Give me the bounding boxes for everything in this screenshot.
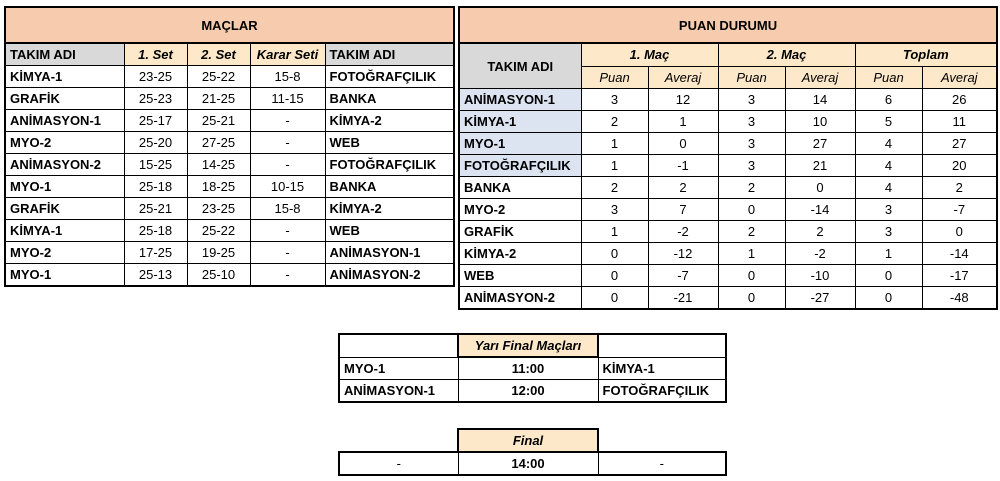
standings-row <box>459 133 997 155</box>
match1-average: -12 <box>648 243 718 265</box>
match-team-b: WEB <box>325 220 454 242</box>
match-row <box>5 110 454 132</box>
subheader-points: Puan <box>581 66 648 89</box>
total-average: 26 <box>922 89 997 111</box>
total-average: 2 <box>922 177 997 199</box>
match-team-a: ANİMASYON-1 <box>5 110 124 132</box>
total-points: 4 <box>855 133 922 155</box>
total-average: -14 <box>922 243 997 265</box>
total-points: 4 <box>855 177 922 199</box>
match1-points: 0 <box>581 287 648 310</box>
match-set-1: 25-17 <box>124 110 187 132</box>
match-team-a: MYO-1 <box>5 264 124 287</box>
match-row <box>5 220 454 242</box>
standings-row <box>459 155 997 177</box>
match-set-2: 25-22 <box>187 66 250 88</box>
match-tiebreak: 11-15 <box>250 88 325 110</box>
semi-time: 11:00 <box>458 357 598 380</box>
group-header-match-1: 1. Maç <box>581 43 718 66</box>
col-header-set-2: 2. Set <box>187 43 250 66</box>
match-set-2: 25-10 <box>187 264 250 287</box>
match2-points: 0 <box>718 287 785 310</box>
match-row <box>5 154 454 176</box>
match-row <box>5 66 454 88</box>
match-team-b: ANİMASYON-2 <box>325 264 454 287</box>
standings-row <box>459 265 997 287</box>
match1-average: -7 <box>648 265 718 287</box>
matches-table <box>4 6 455 287</box>
match-set-1: 25-20 <box>124 132 187 154</box>
semifinal-row <box>339 357 726 380</box>
match-row <box>5 88 454 110</box>
match1-average: 12 <box>648 89 718 111</box>
standing-team: MYO-1 <box>459 133 581 155</box>
match1-average: 1 <box>648 111 718 133</box>
match-tiebreak: - <box>250 242 325 264</box>
match1-average: -21 <box>648 287 718 310</box>
match1-points: 1 <box>581 133 648 155</box>
match2-average: -2 <box>785 243 855 265</box>
match1-points: 0 <box>581 265 648 287</box>
match-team-a: GRAFİK <box>5 88 124 110</box>
standings-row <box>459 243 997 265</box>
match-team-a: KİMYA-1 <box>5 66 124 88</box>
match-team-b: FOTOĞRAFÇILIK <box>325 66 454 88</box>
match-set-1: 25-23 <box>124 88 187 110</box>
match-set-2: 19-25 <box>187 242 250 264</box>
match1-average: 2 <box>648 177 718 199</box>
match-set-2: 18-25 <box>187 176 250 198</box>
matches-title: MAÇLAR <box>5 7 454 43</box>
total-points: 0 <box>855 287 922 310</box>
match-team-b: KİMYA-2 <box>325 198 454 220</box>
match1-points: 1 <box>581 155 648 177</box>
total-points: 5 <box>855 111 922 133</box>
subheader-points: Puan <box>718 66 785 89</box>
match-tiebreak: - <box>250 154 325 176</box>
match2-average: 10 <box>785 111 855 133</box>
standings-row <box>459 111 997 133</box>
match2-points: 0 <box>718 265 785 287</box>
semi-team-a: MYO-1 <box>339 357 458 380</box>
match-set-1: 15-25 <box>124 154 187 176</box>
match-set-1: 25-18 <box>124 220 187 242</box>
match-tiebreak: 15-8 <box>250 66 325 88</box>
match-set-1: 25-13 <box>124 264 187 287</box>
match1-average: 0 <box>648 133 718 155</box>
total-average: 20 <box>922 155 997 177</box>
match2-points: 2 <box>718 221 785 243</box>
match-set-2: 27-25 <box>187 132 250 154</box>
match-tiebreak: - <box>250 110 325 132</box>
match-row <box>5 176 454 198</box>
match2-points: 3 <box>718 111 785 133</box>
match-set-1: 25-21 <box>124 198 187 220</box>
standing-team: KİMYA-1 <box>459 111 581 133</box>
match-team-a: KİMYA-1 <box>5 220 124 242</box>
match-row <box>5 132 454 154</box>
match2-points: 3 <box>718 133 785 155</box>
final-time: 14:00 <box>458 452 598 475</box>
semi-team-a: ANİMASYON-1 <box>339 380 458 403</box>
standing-team: GRAFİK <box>459 221 581 243</box>
standings-title: PUAN DURUMU <box>459 7 997 43</box>
final-row <box>339 452 726 475</box>
semifinal-table <box>338 333 727 403</box>
match-team-a: ANİMASYON-2 <box>5 154 124 176</box>
match2-points: 0 <box>718 199 785 221</box>
match1-points: 3 <box>581 89 648 111</box>
final-team-b: - <box>598 452 726 475</box>
match2-average: -14 <box>785 199 855 221</box>
semifinal-title: Yarı Final Maçları <box>458 334 598 357</box>
total-points: 1 <box>855 243 922 265</box>
final-table <box>338 428 727 476</box>
standings-row <box>459 287 997 310</box>
match2-points: 3 <box>718 155 785 177</box>
subheader-average: Averaj <box>648 66 718 89</box>
match2-points: 1 <box>718 243 785 265</box>
subheader-points: Puan <box>855 66 922 89</box>
standing-team: BANKA <box>459 177 581 199</box>
match-set-2: 25-21 <box>187 110 250 132</box>
total-average: -7 <box>922 199 997 221</box>
match-team-b: BANKA <box>325 176 454 198</box>
match2-average: 14 <box>785 89 855 111</box>
total-points: 3 <box>855 221 922 243</box>
match-team-b: FOTOĞRAFÇILIK <box>325 154 454 176</box>
match2-average: 2 <box>785 221 855 243</box>
standing-team: ANİMASYON-2 <box>459 287 581 310</box>
standings-table <box>458 6 998 310</box>
subheader-average: Averaj <box>922 66 997 89</box>
match-team-b: BANKA <box>325 88 454 110</box>
match-team-a: MYO-2 <box>5 132 124 154</box>
match1-points: 2 <box>581 177 648 199</box>
standing-team: MYO-2 <box>459 199 581 221</box>
total-average: -48 <box>922 287 997 310</box>
match-set-2: 14-25 <box>187 154 250 176</box>
standing-team: WEB <box>459 265 581 287</box>
subheader-average: Averaj <box>785 66 855 89</box>
match2-average: 27 <box>785 133 855 155</box>
match-tiebreak: 10-15 <box>250 176 325 198</box>
match1-points: 1 <box>581 221 648 243</box>
total-average: 27 <box>922 133 997 155</box>
match-team-b: WEB <box>325 132 454 154</box>
total-points: 3 <box>855 199 922 221</box>
standings-row <box>459 221 997 243</box>
match1-points: 2 <box>581 111 648 133</box>
match-set-1: 17-25 <box>124 242 187 264</box>
match-tiebreak: - <box>250 264 325 287</box>
standings-team-header: TAKIM ADI <box>459 43 581 89</box>
match-set-1: 23-25 <box>124 66 187 88</box>
match-tiebreak: 15-8 <box>250 198 325 220</box>
match-team-a: GRAFİK <box>5 198 124 220</box>
match-team-a: MYO-2 <box>5 242 124 264</box>
total-points: 4 <box>855 155 922 177</box>
standings-row <box>459 177 997 199</box>
match2-points: 3 <box>718 89 785 111</box>
semi-team-b: FOTOĞRAFÇILIK <box>598 380 726 403</box>
match1-average: -2 <box>648 221 718 243</box>
standings-row <box>459 199 997 221</box>
match-set-2: 23-25 <box>187 198 250 220</box>
group-header-match-2: 2. Maç <box>718 43 855 66</box>
match2-average: 0 <box>785 177 855 199</box>
total-points: 6 <box>855 89 922 111</box>
semi-team-b: KİMYA-1 <box>598 357 726 380</box>
match-tiebreak: - <box>250 132 325 154</box>
col-header-tiebreak: Karar Seti <box>250 43 325 66</box>
group-header-total: Toplam <box>855 43 997 66</box>
match1-average: -1 <box>648 155 718 177</box>
match-team-a: MYO-1 <box>5 176 124 198</box>
match2-average: 21 <box>785 155 855 177</box>
total-average: -17 <box>922 265 997 287</box>
match2-average: -10 <box>785 265 855 287</box>
match-set-2: 21-25 <box>187 88 250 110</box>
match-set-1: 25-18 <box>124 176 187 198</box>
match-row <box>5 264 454 287</box>
match-row <box>5 198 454 220</box>
match1-points: 3 <box>581 199 648 221</box>
match-team-b: ANİMASYON-1 <box>325 242 454 264</box>
standings-group-row <box>459 43 997 66</box>
matches-header-row <box>5 43 454 66</box>
standing-team: KİMYA-2 <box>459 243 581 265</box>
match-tiebreak: - <box>250 220 325 242</box>
semifinal-row <box>339 380 726 403</box>
standing-team: FOTOĞRAFÇILIK <box>459 155 581 177</box>
match1-points: 0 <box>581 243 648 265</box>
col-header-team-a: TAKIM ADI <box>5 43 124 66</box>
match1-average: 7 <box>648 199 718 221</box>
total-average: 11 <box>922 111 997 133</box>
total-points: 0 <box>855 265 922 287</box>
col-header-team-b: TAKIM ADI <box>325 43 454 66</box>
match-set-2: 25-22 <box>187 220 250 242</box>
match2-average: -27 <box>785 287 855 310</box>
total-average: 0 <box>922 221 997 243</box>
col-header-set-1: 1. Set <box>124 43 187 66</box>
match-team-b: KİMYA-2 <box>325 110 454 132</box>
semi-time: 12:00 <box>458 380 598 403</box>
final-team-a: - <box>339 452 458 475</box>
standings-row <box>459 89 997 111</box>
match2-points: 2 <box>718 177 785 199</box>
match-row <box>5 242 454 264</box>
standing-team: ANİMASYON-1 <box>459 89 581 111</box>
final-title: Final <box>458 429 598 452</box>
